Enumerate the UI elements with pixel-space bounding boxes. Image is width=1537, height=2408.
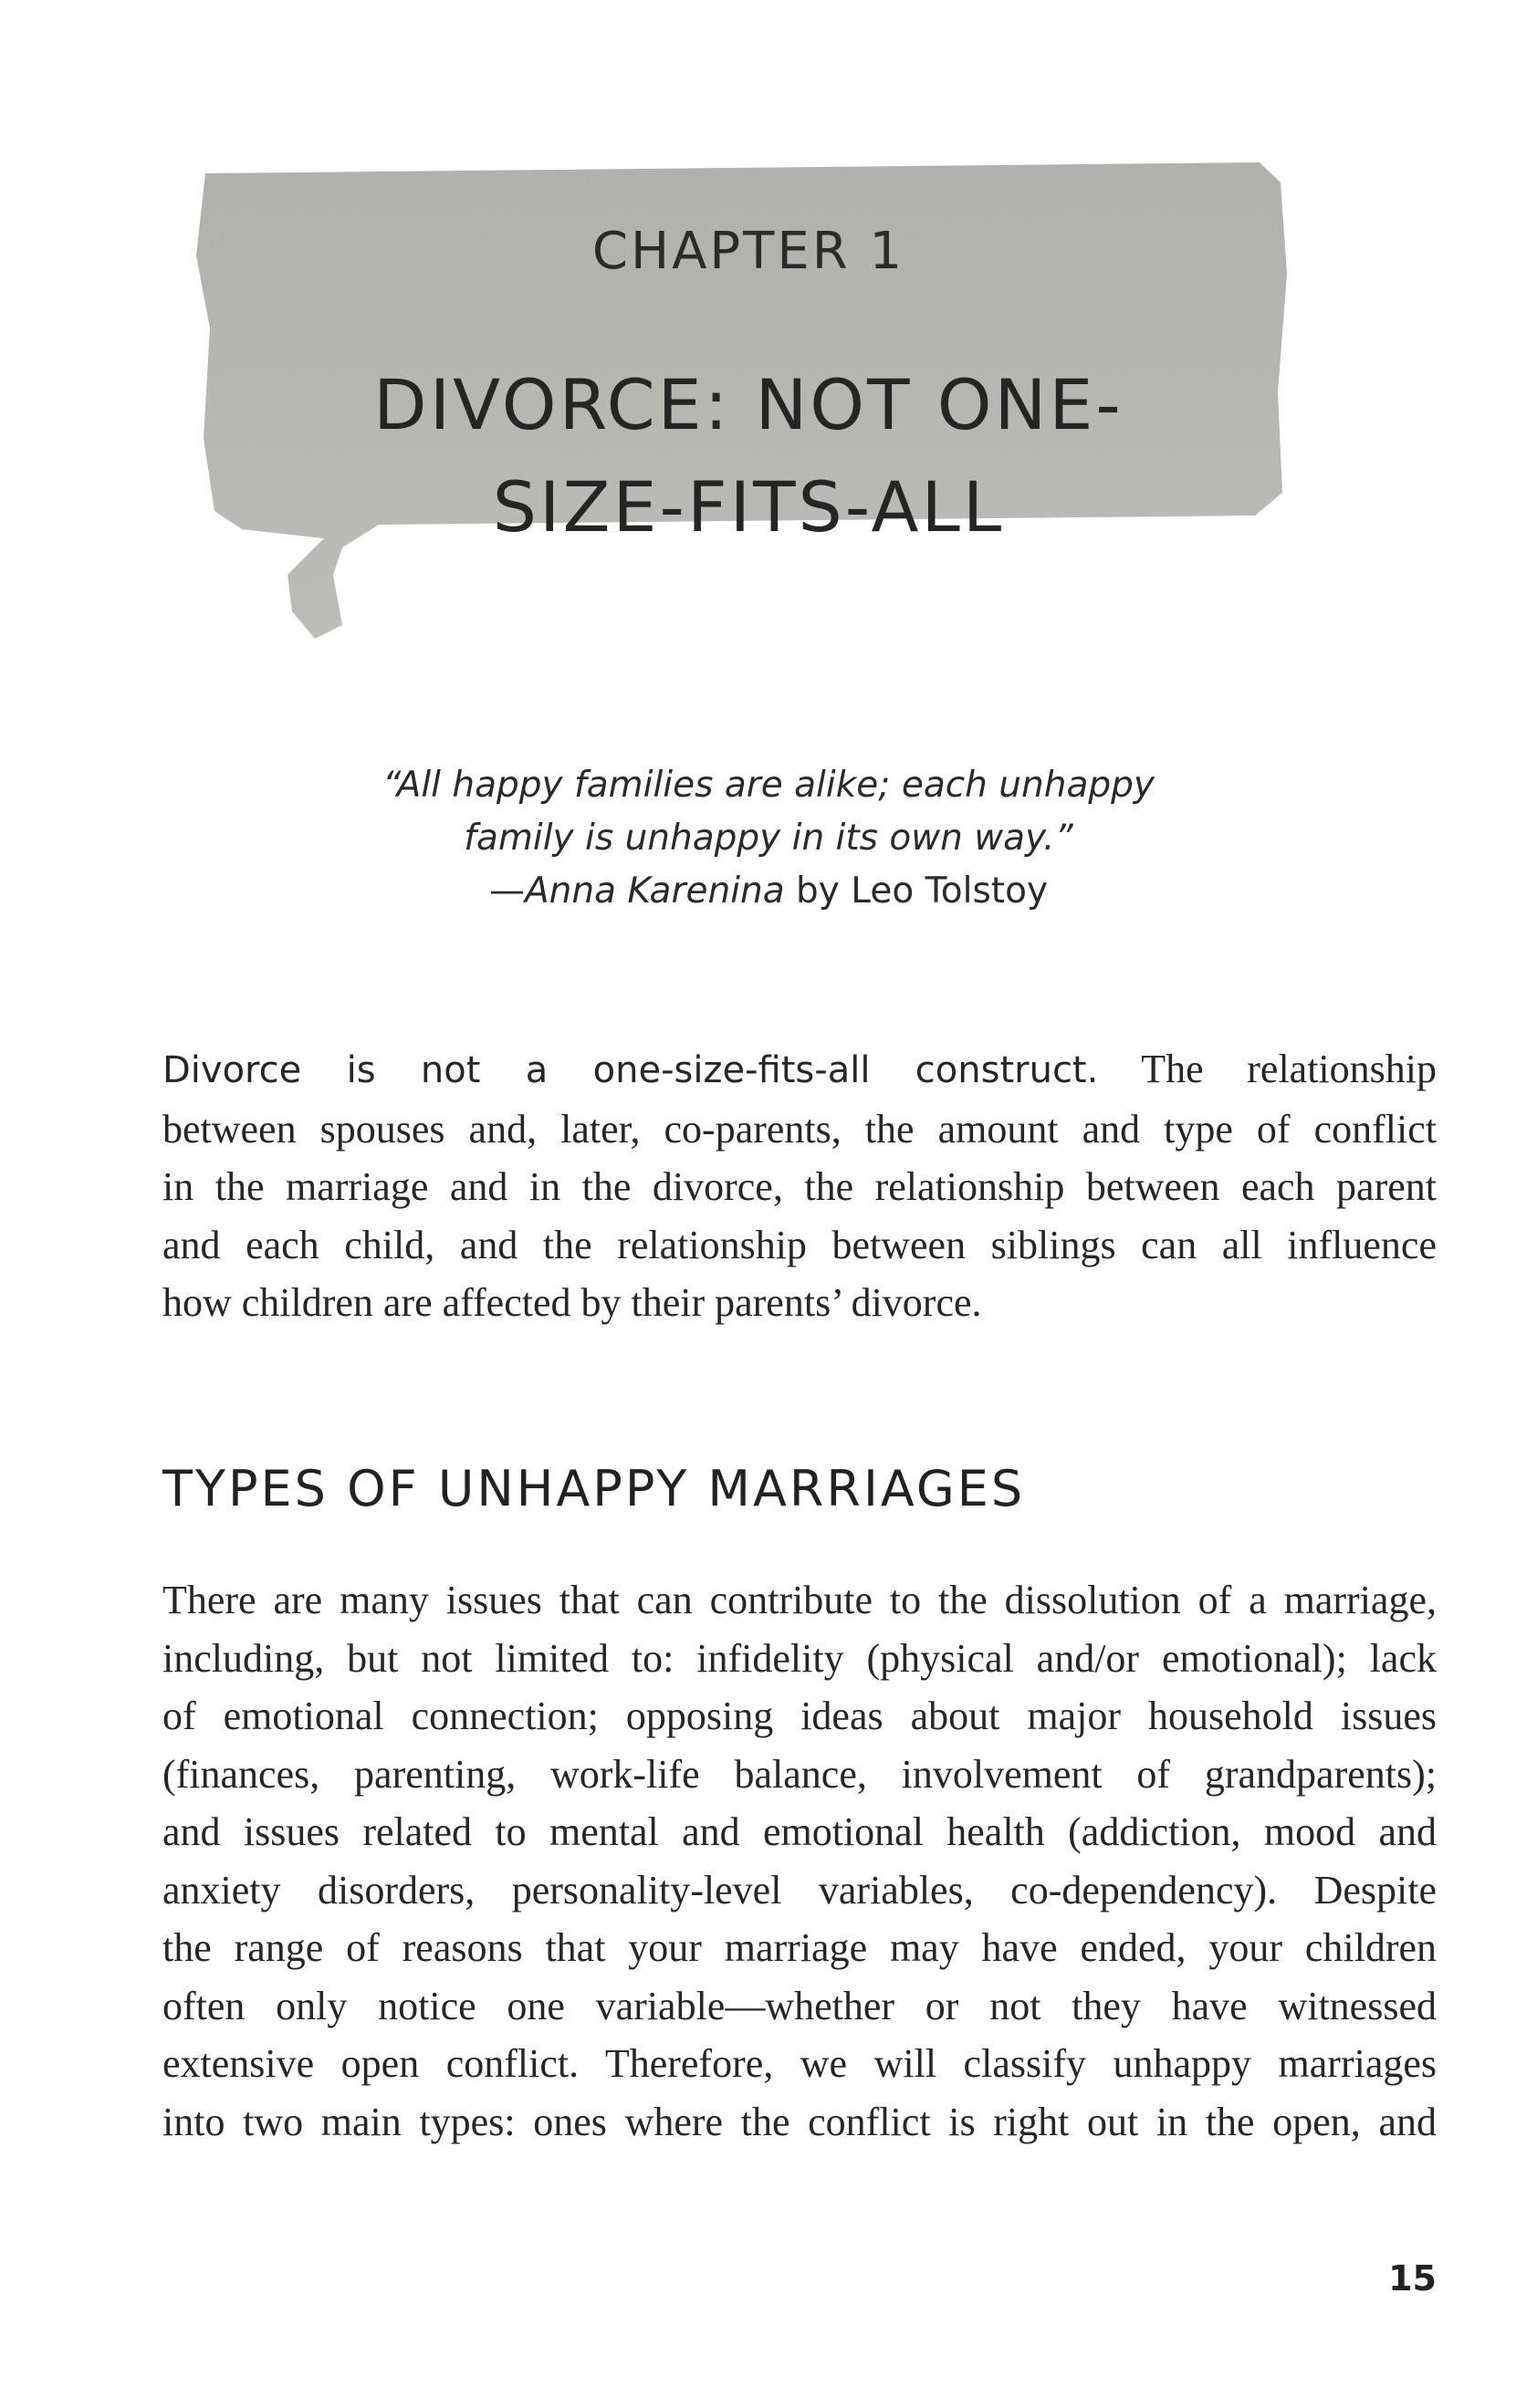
chapter-banner: [187, 146, 1310, 675]
chapter-title-line-1: DIVORCE: NOT ONE-: [373, 364, 1124, 445]
intro-paragraph: [162, 1040, 1437, 1332]
attribution-work-title: Anna Karenina: [524, 870, 785, 912]
chapter-title: [187, 354, 1310, 558]
section-line: anxiety disorders, personality-level variables, co-dependency). Despite: [162, 1867, 1437, 1913]
section-heading: TYPES OF UNHAPPY MARRIAGES: [162, 1460, 1026, 1517]
intro-line: between spouses and, later, co-parents, the amount and type of conflict: [162, 1106, 1437, 1152]
section-line: of emotional connection; opposing ideas about major household issues: [162, 1694, 1437, 1738]
epigraph: [183, 759, 1354, 918]
epigraph-quote-line-1: “All happy families are alike; each unhappy: [382, 765, 1155, 806]
intro-line: how children are affected by their parents’ divorce.: [162, 1280, 982, 1325]
chapter-title-line-2: SIZE-FITS-ALL: [492, 466, 1005, 547]
intro-line-1: [162, 1040, 1437, 1100]
epigraph-attribution: [183, 865, 1354, 918]
section-line: the range of reasons that your marriage may have ended, your children: [162, 1925, 1437, 1970]
intro-line: in the marriage and in the divorce, the relationship between each parent: [162, 1164, 1437, 1209]
page-number: 15: [1388, 2258, 1437, 2299]
intro-lead-in: Divorce is not a one-size-fits-all construct.: [162, 1049, 1099, 1091]
chapter-label: CHAPTER 1: [591, 222, 905, 281]
intro-line: and each child, and the relationship between siblings can all influence: [162, 1222, 1437, 1267]
section-line: extensive open conflict. Therefore, we will classify unhappy marriages: [162, 2041, 1437, 2086]
attribution-dash: —: [488, 870, 525, 912]
attribution-author: by Leo Tolstoy: [784, 870, 1049, 912]
section-line: (finances, parenting, work-life balance, involvement of grandparents);: [162, 1751, 1437, 1797]
section-paragraph: [162, 1571, 1437, 2151]
epigraph-quote-line-2: family is unhappy in its own way.”: [464, 818, 1073, 859]
section-line: and issues related to mental and emotional health (addiction, mood and: [162, 1809, 1437, 1854]
intro-line-1-rest: The relationship: [1098, 1047, 1437, 1091]
section-line: often only notice one variable—whether or not they have witnessed: [162, 1983, 1437, 2028]
section-line: into two main types: ones where the conflict is right out in the open, and: [162, 2099, 1437, 2144]
section-line: including, but not limited to: infidelity (physical and/or emotional); lack: [162, 1635, 1437, 1681]
section-line: There are many issues that can contribute to the dissolution of a marriage,: [162, 1578, 1437, 1622]
